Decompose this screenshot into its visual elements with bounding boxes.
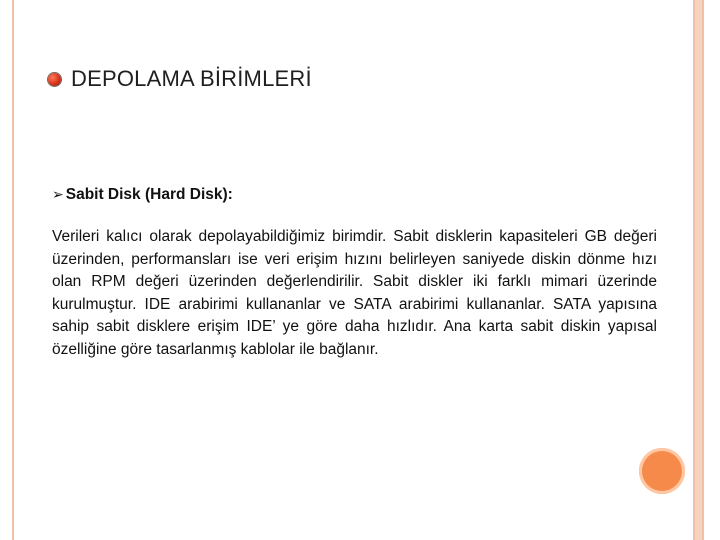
- arrow-bullet-icon: ➢: [52, 187, 64, 203]
- red-circle-bullet-icon: [48, 73, 61, 86]
- orange-circle-decoration: [639, 448, 685, 494]
- section-heading-row: [52, 186, 233, 204]
- slide-title-row: [48, 62, 312, 96]
- slide-title: DEPOLAMA BİRİMLERİ: [71, 66, 312, 91]
- right-decorative-stripe: [695, 0, 702, 540]
- section-heading: Sabit Disk (Hard Disk):: [65, 186, 233, 203]
- section-paragraph: Verileri kalıcı olarak depolayabildiğimiz birimdir. Sabit disklerin kapasiteleri GB değeri üzerinden, performansları ise veri erişim hızını belirleyen saniyede diskin dönme hızı olan RPM değeri üzerinden değerlendirilir. Sabit diskler iki farklı mimari üzerinde kurulmuştur. IDE arabirimi kullananlar ve SATA arabirimi kullananlar. SATA yapısına sahip sabit disklere erişim IDE’ ye göre daha hızlıdır. Ana karta sabit diskin yapısal özelliğine göre tasarlanmış kablolar ile bağlanır.: [52, 228, 657, 358]
- right-stripe-edge: [702, 0, 704, 540]
